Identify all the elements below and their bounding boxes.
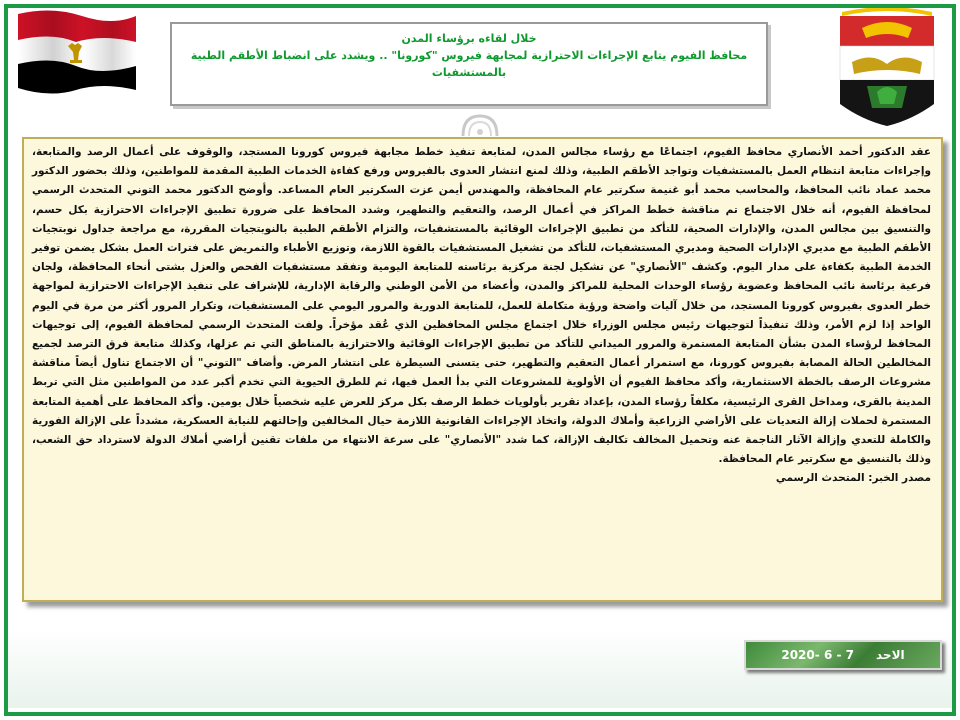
date-value: 7 - 6 -2020 — [781, 648, 854, 662]
date-day: الاحد — [876, 648, 905, 662]
headline-subtitle: خلال لقاءه برؤساء المدن — [401, 32, 537, 45]
governorate-logo-icon — [832, 8, 942, 126]
headline-title: محافظ الفيوم يتابع الإجراءات الاحترازية لمجابهة فيروس "كورونا" .. ويشدد على انضباط الأطقم الطبية بالمستشفيات — [190, 49, 748, 79]
date-box — [744, 640, 942, 670]
news-source: مصدر الخبر: المتحدث الرسمي — [775, 472, 931, 485]
egypt-flag-icon — [12, 8, 140, 96]
headline-box — [170, 22, 768, 106]
news-content-box — [22, 137, 943, 602]
ornament-icon — [455, 110, 505, 138]
news-paragraph: عقد الدكتور أحمد الأنصاري محافظ الفيوم، اجتماعًا مع رؤساء مجالس المدن، لمتابعة تنفيذ خطط مجابهة فيروس كورونا المستجد، والوقوف على أعمال الرصد والمتابعة، وإجراءات متابعة انتظام العمل بالمستشفيات وتواجد الأطقم الطبية، وذلك لمنع انتشار العدوى بالفيروس ورفع كفاءة الخدمات الطبية المقدمة للمواطنين، وذلك بحضور الدكتور محمد عماد نائب المحافظ، والمحاسب محمد أبو غنيمة سكرتير عام المحافظة، والمهندس أيمن عزت السكرتير العام المساعد. وأوضح الدكتور محمد التوني المتحدث الرسمي لمحافظة الفيوم، أنه خلال الاجتماع تم مناقشة خطط المراكز في أعمال الرصد، والتعقيم والتطهير، وشدد المحافظ على ضرورة تطبيق الإجراءات الاحترازية بكل حسم، والتنسيق بين مجالس المدن، والإدارات الصحية، للتأكد من تطبيق الإجراءات الوقائية بالمستشفيات، والتزام الأطقم الطبية بالنوبتجيات المقررة، مع مراجعة جداول نوبتجيات الأطقم الطبية مع مديري الإدارات الصحية ومديري المستشفيات، للتأكد من تشغيل المستشفيات بالقوة اللازمة، وتوزيع الأطباء والتمريض على فترات العمل بشكل يضمن توفير الخدمة الطبية بكفاءة على مدار اليوم. وكشف "الأنصاري" عن تشكيل لجنة مركزية برئاسته للمتابعة اليومية وتفقد مستشفيات الفحص والعزل بشتى أنحاء المحافظة، ولجان فرعية برئاسة نائب المحافظ وعضوية رؤساء الوحدات المحلية للمراكز والمدن، وأعضاء من الأمن الوطني والرقابة الإدارية، للإشراف على تنفيذ الإجراءات الاحترازية لمواجهة خطر العدوى بفيروس كورونا المستجد، من خلال آليات واضحة ورؤية متكاملة للعمل، للمتابعة الدورية والمرور اليومي على المستشفيات، وتكرار المرور أكثر من مرة في اليوم الواحد إذا لزم الأمر، وذلك تنفيذاً لتوجيهات رئيس مجلس الوزراء خلال اجتماع مجلس المحافظين الذي عُقد مؤخراً. ولفت المتحدث الرسمي لمحافظة الفيوم، إلى توجيهات المحافظ لرؤساء المدن بشأن المتابعة المستمرة والمرور الميداني للتأكد من تطبيق الإجراءات الوقائية والاحترازية بالمناطق التي تم عزلها، وكذلك متابعة فرق الترصد لجميع المخالطين الحالة المصابة بفيروس كورونا، مع استمرار أعمال التعقيم والتطهير، حتى يتسنى السيطرة على انتشار المرض. وأضاف "التوني" أن الاجتماع تناول أيضاً مناقشة مشروعات الرصف بالخطة الاستثمارية، وأكد محافظ الفيوم أن الأولوية للمشروعات التي بدأ العمل فيها، ثم للطرق الحيوية التي تخدم أكبر عدد من المواطنين مثل التي تربط المدينة بالقرى، ومداخل القرى الرئيسية، مكلفاً رؤساء المدن، بإعداد تقرير بأولويات خطط الرصف بكل مركز للعرض عليه شخصياً خلال يومين. وأكد المحافظ على أهمية المتابعة المستمرة لحملات إزالة التعديات على الأراضي الزراعية وأملاك الدولة، واتخاذ الإجراءات القانونية اللازمة حيال المخالفين وإحالتهم للنيابة العسكرية، مشدداً على الإزالة الفورية والكاملة للتعدي وإزالة الآثار الناجمة عنه وتحميل المخالف تكاليف الإزالة، كما شدد "الأنصاري" على سرعة الانتهاء من ملفات تقنين أراضي أملاك الدولة لاسترداد حق الشعب، وذلك بالتنسيق مع سكرتير عام المحافظة. — [32, 146, 931, 466]
